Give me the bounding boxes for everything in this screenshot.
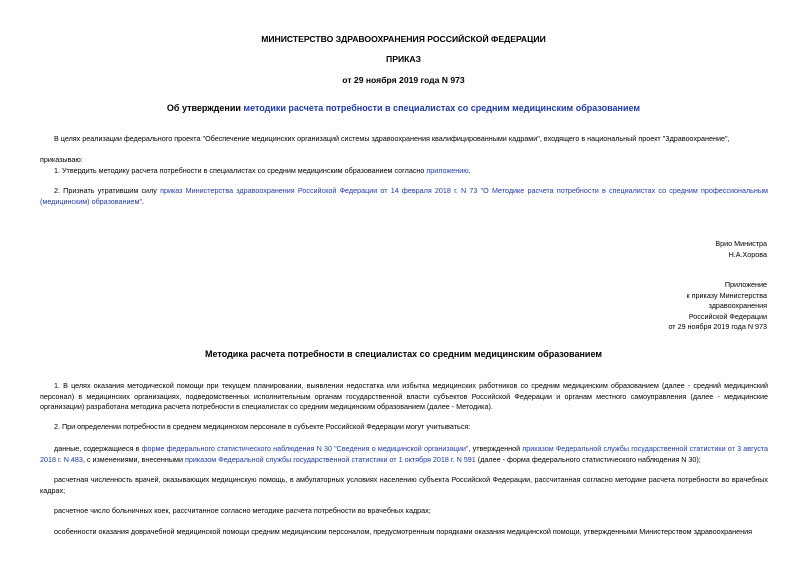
order-word: приказываю: <box>40 155 83 164</box>
appendix-block <box>567 280 767 333</box>
m2a-text-3: , с изменениями, внесенными <box>82 454 185 464</box>
signature-block <box>567 239 767 260</box>
appendix-line-1: Приложение <box>724 280 767 289</box>
item-2-end: . <box>142 196 145 206</box>
methodology-item-2b: расчетная численность врачей, оказывающих медицинскую помощь, в амбулаторных условиях населению субъекта Российской Федерации, рассчитанная согласно методике расчета потребности во врачебных кадрах; <box>40 475 768 495</box>
appendix-line-3: здравоохранения <box>708 301 767 310</box>
title-link[interactable]: методики расчета потребности в специалистах со средним медицинским образованием <box>243 103 641 113</box>
item-1-end: . <box>468 166 471 175</box>
methodology-title: Методика расчета потребности в специалистах со средним медицинским образованием <box>205 349 602 359</box>
methodology-item-2d: особенности оказания доврачебной медицинской помощи средним медицинским персоналом, предусмотренным порядками оказания медицинской помощи, утвержденными Министерством здравоохранения <box>54 527 753 536</box>
order-483-link[interactable]: приказом Федеральной службы государственной статистики от 3 августа 2018 г. N 483 <box>40 444 769 464</box>
methodology-item-2a <box>40 444 768 465</box>
document-title <box>0 103 807 114</box>
methodology-item-1: 1. В целях оказания методической помощи при текущем планировании, выявлении недостатка или избытка медицинских работников со средним медицинским образованием (далее - средний медицинский персонал) в медицинских организациях, подведомственных исполнительным органам государственной власти субъектов Российской Федерации и органам местного самоуправления (далее - медицинские организации) разработана методика расчета потребности в специалистах со средним медицинским образованием (далее - Методика). <box>40 381 768 411</box>
date-number-heading: от 29 ноября 2019 года N 973 <box>342 75 465 85</box>
methodology-item-2: 2. При определении потребности в среднем медицинском персонале в субъекте Российской Федерации могут учитываться: <box>54 422 471 431</box>
item-1-text: 1. Утвердить методику расчета потребности в специалистах со средним медицинским образованием согласно <box>54 166 427 175</box>
appendix-link[interactable]: приложению <box>426 166 469 175</box>
doc-type-heading: ПРИКАЗ <box>386 54 421 64</box>
order-73-link[interactable]: приказ Министерства здравоохранения Российской Федерации от 14 февраля 2018 г. N 73 "О Методике расчета потребности в специалистах со средним профессиональным (медицинским) образованием" <box>40 186 768 206</box>
appendix-line-2: к приказу Министерства <box>686 290 767 300</box>
appendix-line-5: от 29 ноября 2019 года N 973 <box>668 322 767 331</box>
title-prefix: Об утверждении <box>166 103 244 113</box>
m2a-text-1: данные, содержащиеся в <box>54 444 142 453</box>
item-2-text: 2. Признать утратившим силу <box>54 186 161 195</box>
preamble: В целях реализации федерального проекта "Обеспечение медицинских организаций системы здравоохранения квалифицированными кадрами", входящего в национальный проект "Здравоохранение", <box>54 134 730 143</box>
m2a-text-2: , утвержденной <box>468 444 523 453</box>
signature-name: Н.А.Хорова <box>728 249 767 259</box>
signature-position: Врио Министра <box>715 239 767 248</box>
form-30-link[interactable]: форме федерального статистического наблюдения N 30 "Сведения о медицинской организации" <box>141 444 469 453</box>
ministry-heading: МИНИСТЕРСТВО ЗДРАВООХРАНЕНИЯ РОССИЙСКОЙ ФЕДЕРАЦИИ <box>261 34 546 44</box>
appendix-line-4: Российской Федерации <box>688 311 767 321</box>
item-1 <box>40 166 768 177</box>
item-2 <box>40 186 768 207</box>
m2a-text-4: (далее - форма федерального статистического наблюдения N 30); <box>475 454 701 464</box>
methodology-item-2c: расчетное число больничных коек, рассчитанное согласно методике расчета потребности во врачебных кадрах; <box>54 506 431 515</box>
order-591-link[interactable]: приказом Федеральной службы государственной статистики от 1 октября 2018 г. N 591 <box>184 454 476 464</box>
